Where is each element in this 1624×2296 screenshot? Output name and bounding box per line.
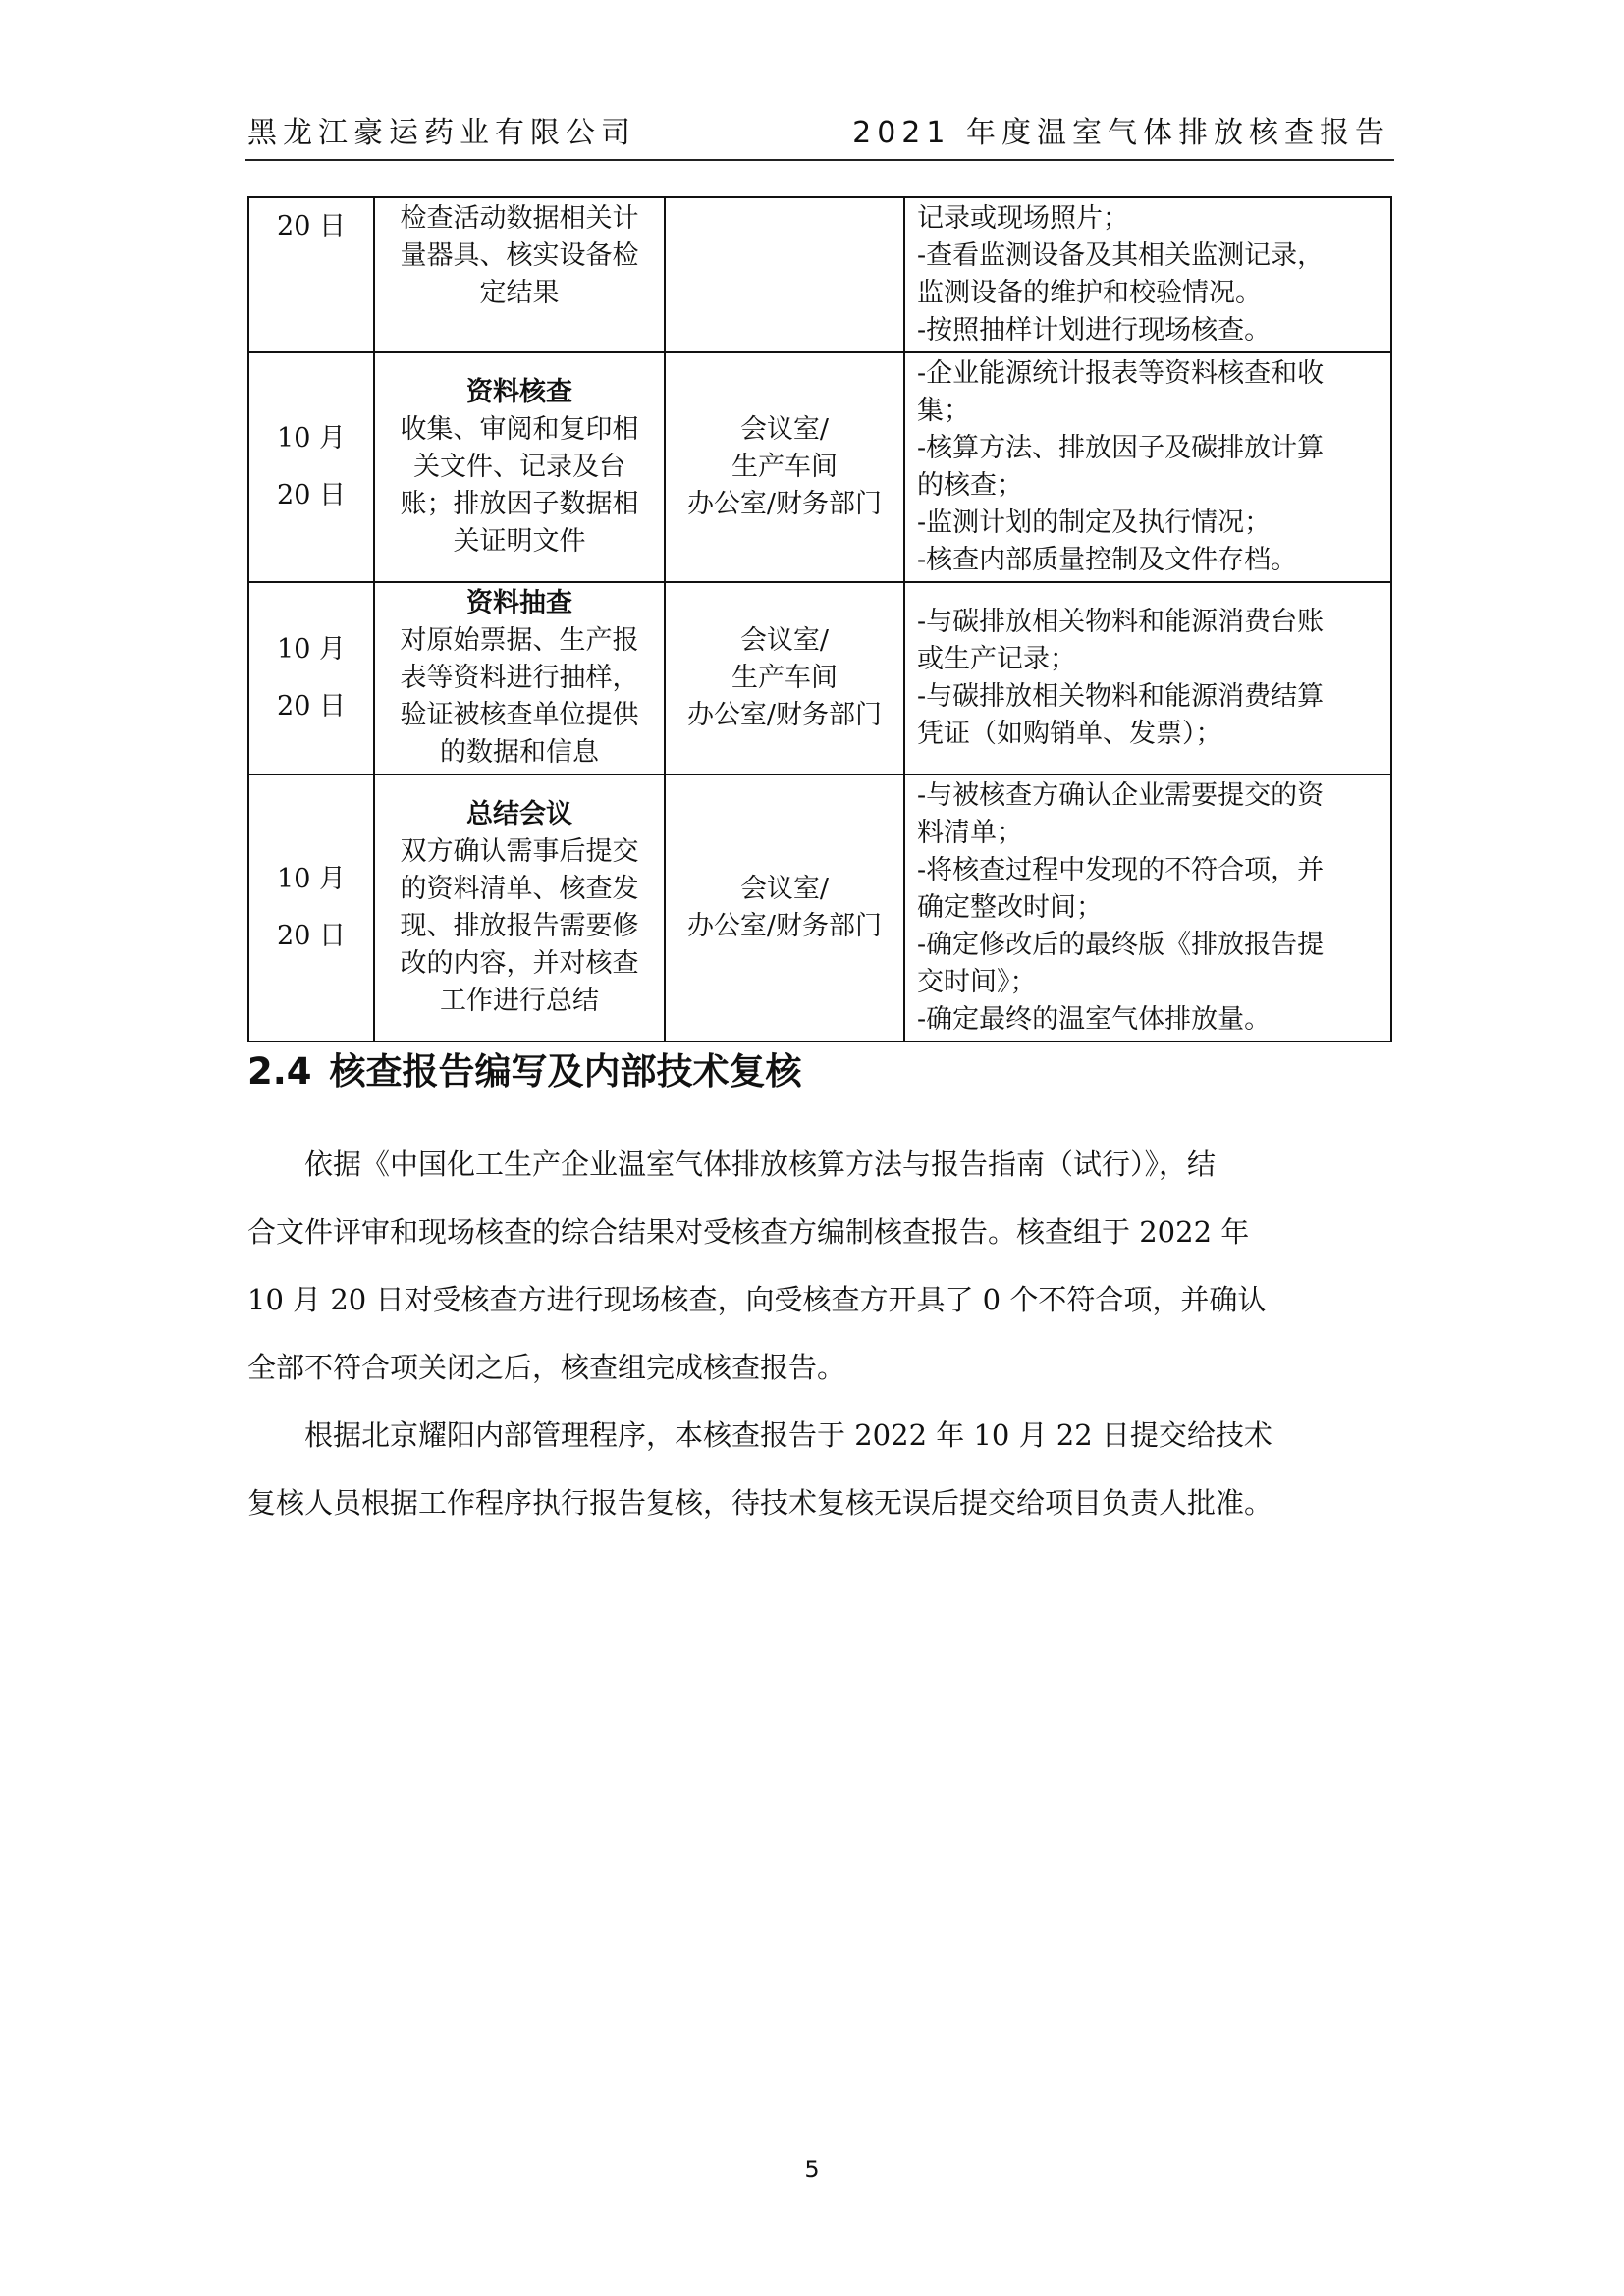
content-line: 对原始票据、生产报 (400, 625, 639, 656)
date-cell (248, 774, 374, 1041)
date-line: 10 月 (277, 634, 346, 665)
date-line: 20 日 (277, 691, 346, 721)
content-cell (374, 582, 665, 774)
content-cell (374, 197, 665, 352)
report-title: 2021 年度温室气体排放核查报告 (852, 116, 1390, 150)
method-line: 凭证（如购销单、发票）； (917, 719, 1222, 749)
content-line: 的数据和信息 (440, 737, 599, 768)
date-cell (248, 352, 374, 582)
row-title: 总结会议 (466, 799, 572, 829)
method-line: 集； (917, 396, 970, 426)
date-line: 10 月 (277, 864, 346, 894)
content-cell (374, 774, 665, 1041)
method-line: -核查内部质量控制及文件存档。 (917, 545, 1298, 575)
content-line: 收集、审阅和复印相 (400, 414, 639, 445)
place-line: 会议室/ (739, 625, 830, 656)
method-line: 监测设备的维护和校验情况。 (917, 278, 1262, 308)
table-row (248, 352, 1391, 582)
content-line: 定结果 (479, 278, 560, 308)
date-cell (248, 582, 374, 774)
method-line: -将核查过程中发现的不符合项，并 (917, 855, 1325, 885)
verification-schedule-table (247, 196, 1392, 1042)
place-line: 会议室/ (739, 874, 830, 904)
place-line: 生产车间 (731, 663, 838, 693)
content-line: 改的内容，并对核查 (400, 948, 639, 979)
row-title: 资料核查 (466, 377, 572, 407)
method-cell (904, 197, 1391, 352)
method-line: -确定修改后的最终版《排放报告提 (917, 930, 1325, 960)
method-line: -确定最终的温室气体排放量。 (917, 1004, 1272, 1035)
place-line: 办公室/财务部门 (686, 489, 883, 519)
method-line: 确定整改时间； (917, 892, 1103, 923)
place-line: 办公室/财务部门 (686, 700, 883, 730)
content-cell (374, 352, 665, 582)
row-title: 资料抽查 (466, 588, 572, 618)
paragraph-line: 复核人员根据工作程序执行报告复核，待技术复核无误后提交给项目负责人批准。 (247, 1486, 1273, 1520)
section-number: 2.4 (247, 1050, 312, 1093)
place-cell (665, 774, 904, 1041)
method-line: -与被核查方确认企业需要提交的资 (917, 780, 1325, 811)
date-line: 10 月 (277, 423, 346, 454)
date-line: 20 日 (277, 921, 346, 951)
place-cell (665, 582, 904, 774)
place-line: 办公室/财务部门 (686, 911, 883, 941)
content-line: 工作进行总结 (440, 986, 599, 1016)
page-header (245, 110, 1394, 161)
method-line: 或生产记录； (917, 644, 1076, 674)
date-line: 20 日 (277, 211, 346, 241)
method-line: 料清单； (917, 818, 1023, 848)
method-line: -监测计划的制定及执行情况； (917, 507, 1272, 538)
method-line: -企业能源统计报表等资料核查和收 (917, 358, 1325, 389)
paragraph-line: 全部不符合项关闭之后，核查组完成核查报告。 (247, 1351, 846, 1384)
content-line: 量器具、核实设备检 (400, 240, 639, 271)
paragraph-line: 根据北京耀阳内部管理程序，本核查报告于 2022 年 10 月 22 日提交给技术 (304, 1418, 1272, 1452)
content-line: 关证明文件 (453, 526, 586, 557)
place-line: 会议室/ (739, 414, 830, 445)
method-line: -查看监测设备及其相关监测记录， (917, 240, 1325, 271)
page-number: 5 (804, 2156, 820, 2183)
company-name: 黑龙江豪运药业有限公司 (247, 116, 636, 150)
date-cell (248, 197, 374, 352)
content-line: 双方确认需事后提交 (400, 836, 639, 867)
method-line: 交时间》； (917, 967, 1037, 997)
section-heading (247, 1044, 802, 1099)
content-line: 验证被核查单位提供 (400, 700, 639, 730)
content-line: 的资料清单、核查发 (400, 874, 639, 904)
place-cell (665, 352, 904, 582)
place-line: 生产车间 (731, 452, 838, 482)
section-title: 核查报告编写及内部技术复核 (329, 1050, 802, 1093)
content-line: 检查活动数据相关计 (400, 203, 639, 234)
method-line: -核算方法、排放因子及碳排放计算 (917, 433, 1325, 463)
method-line: -按照抽样计划进行现场核查。 (917, 315, 1272, 346)
paragraph-line: 10 月 20 日对受核查方进行现场核查，向受核查方开具了 0 个不符合项，并确认 (247, 1283, 1267, 1316)
paragraph-line: 合文件评审和现场核查的综合结果对受核查方编制核查报告。核查组于 2022 年 (247, 1215, 1250, 1249)
table-row (248, 197, 1391, 352)
paragraph-line: 依据《中国化工生产企业温室气体排放核算方法与报告指南（试行）》，结 (304, 1148, 1217, 1181)
body-paragraph (247, 1402, 1394, 1537)
date-line: 20 日 (277, 480, 346, 510)
content-line: 表等资料进行抽样， (400, 663, 639, 693)
content-line: 账；排放因子数据相 (400, 489, 639, 519)
content-line: 现、排放报告需要修 (400, 911, 639, 941)
method-line: 记录或现场照片； (917, 203, 1129, 234)
method-line: -与碳排放相关物料和能源消费台账 (917, 607, 1325, 637)
table-row (248, 582, 1391, 774)
method-cell (904, 582, 1391, 774)
table-row (248, 774, 1391, 1041)
method-cell (904, 352, 1391, 582)
body-paragraph (247, 1131, 1394, 1402)
method-cell (904, 774, 1391, 1041)
method-line: -与碳排放相关物料和能源消费结算 (917, 681, 1325, 712)
place-cell (665, 197, 904, 352)
method-line: 的核查； (917, 470, 1023, 501)
content-line: 关文件、记录及台 (413, 452, 625, 482)
